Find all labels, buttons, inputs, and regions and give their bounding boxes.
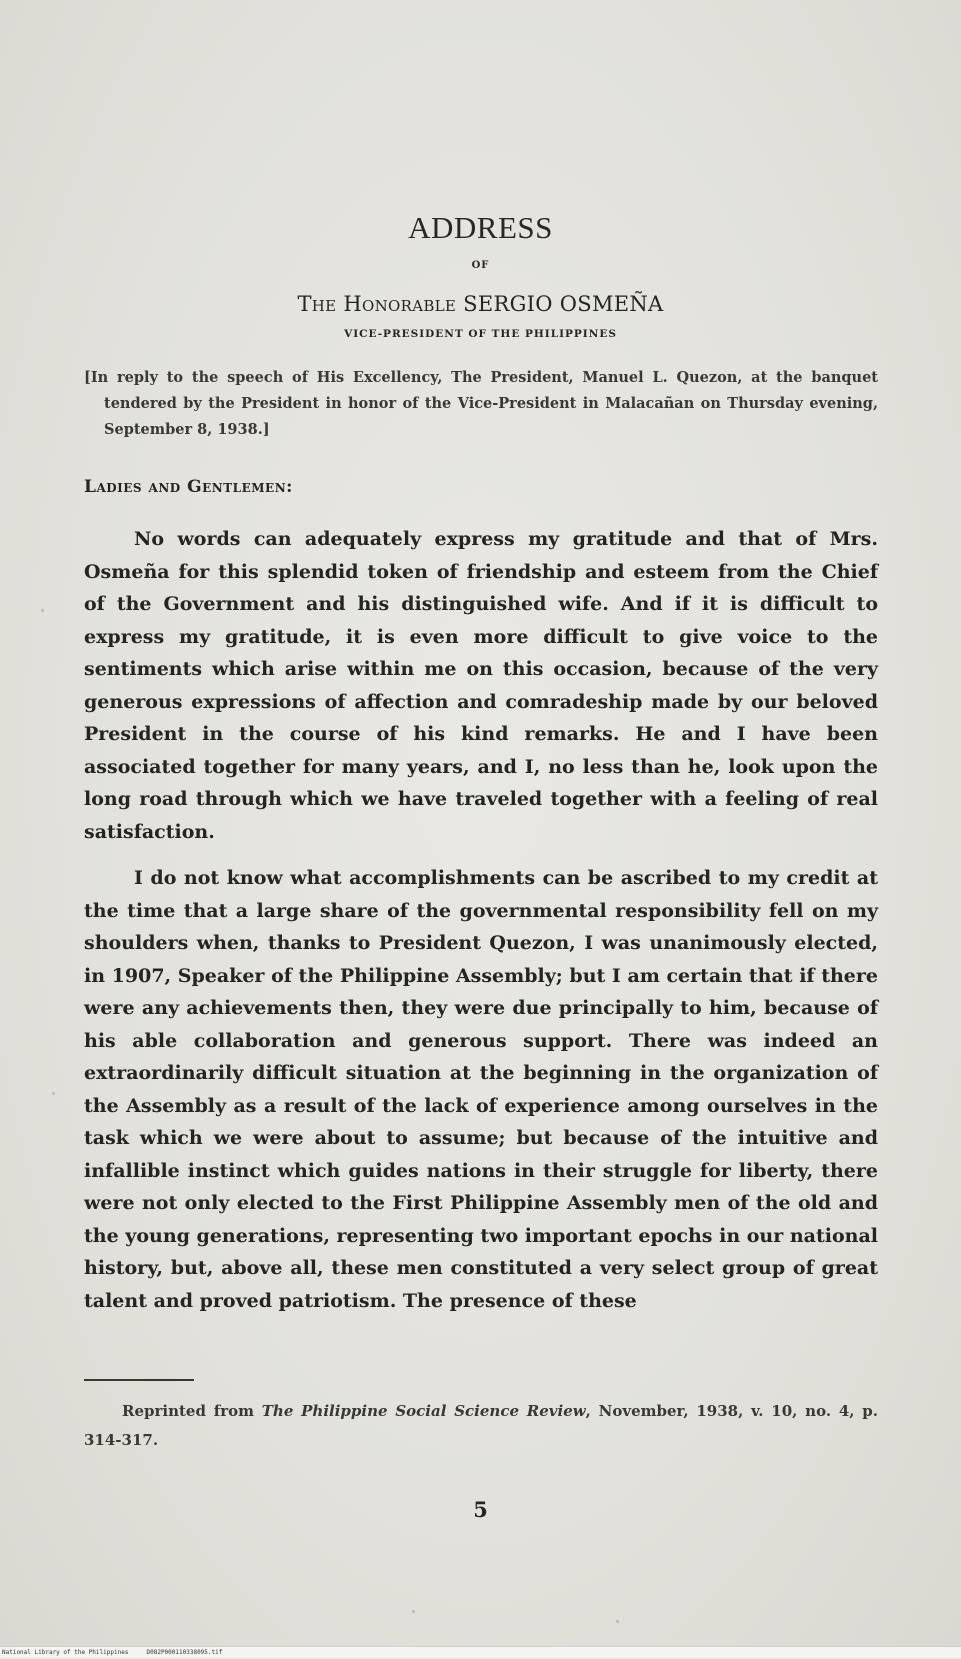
footnote-prefix: Reprinted from (122, 1402, 262, 1420)
occasion-note-text: [In reply to the speech of His Excellency, The President, Manuel L. Quezon, at the banquet tendered by the President in honor of the Vice-President in Malacañan on Thursday evening, September 8, 1938.] (84, 369, 878, 438)
scan-footer: National Library of the Philippines D082P000110338095.tif (0, 1646, 961, 1658)
speaker-position: VICE-PRESIDENT OF THE PHILIPPINES (344, 328, 617, 340)
footnote (84, 1397, 878, 1455)
paragraph-1: No words can adequately express my gratitude and that of Mrs. Osmeña for this splendid token of friendship and esteem from the Chief of the Government and his distinguished wife. And if it is difficult to express my gratitude, it is even more difficult to give voice to the sentiments which arise within me on this occasion, because of the very generous expressions of affection and comradeship made by our beloved President in the course of his kind remarks. He and I have been associated together for many years, and I, no less than he, look upon the long road through which we have traveled together with a feeling of real satisfaction. (84, 528, 878, 843)
occasion-note (84, 365, 878, 443)
speech-body (84, 523, 878, 1331)
salutation: Ladies and Gentlemen: (84, 477, 293, 497)
address-title: ADDRESS (408, 210, 553, 245)
footnote-journal: The Philippine Social Science Review (261, 1402, 586, 1420)
page-number: 5 (473, 1497, 488, 1522)
footnote-divider (84, 1379, 194, 1381)
scan-speck (52, 1092, 55, 1095)
scan-speck (412, 1610, 415, 1613)
paragraph-2: I do not know what accomplishments can be ascribed to my credit at the time that a large share of the governmental responsibility fell on my shoulders when, thanks to President Quezon, I was unanimously elected, in 1907, Speaker of the Philippine Assembly; but I am certain that if there were any achievements then, they were due principally to him, because of his able collaboration and generous support. There was indeed an extraordinarily difficult situation at the beginning in the organization of the Assembly as a result of the lack of experience among ourselves in the task which we were about to assume; but because of the intuitive and infallible instinct which guides nations in their struggle for liberty, there were not only elected to the First Philippine Assembly men of the old and the young generations, representing two important epochs in our national history, but, above all, these men constituted a very select group of great talent and proved patriotism. The presence of these (84, 867, 878, 1312)
scan-speck (616, 1620, 619, 1623)
footnote-text (84, 1397, 878, 1455)
speaker-name: The Honorable SERGIO OSMEÑA (297, 292, 664, 316)
scan-speck (41, 609, 44, 612)
of-label: OF (471, 260, 490, 271)
footnote-suffix: , November, 1938, v. 10, no. 4, p. 314-317. (84, 1402, 878, 1449)
